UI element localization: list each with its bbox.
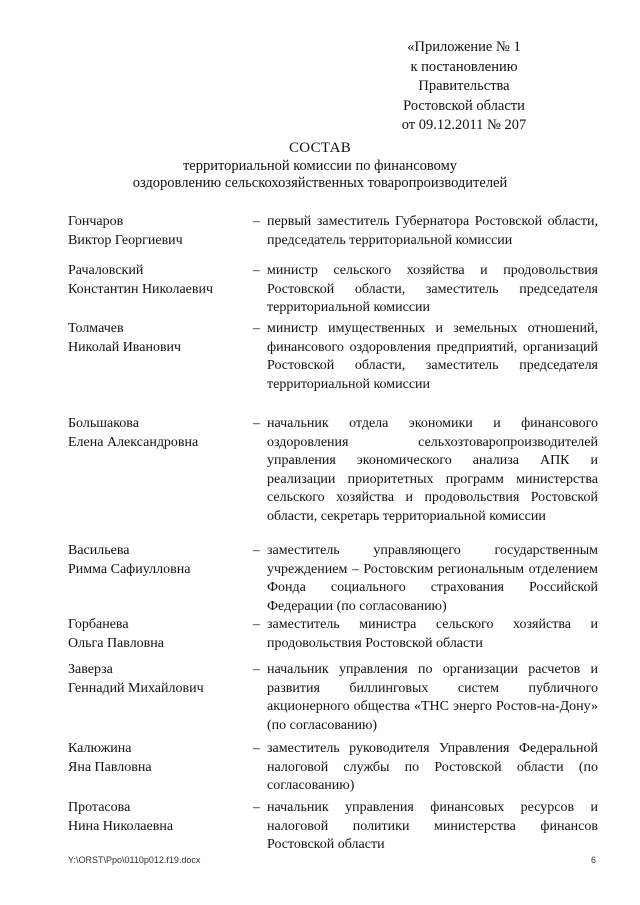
member-given-name: Виктор Георгиевич [68, 232, 183, 248]
member-entry [68, 320, 598, 415]
member-dash: – [253, 321, 260, 336]
member-surname: Толмачев [68, 321, 124, 336]
annex-line: от 09.12.2011 № 207 [401, 117, 527, 134]
member-given-name: Яна Павловна [68, 759, 152, 775]
member-dash: – [253, 800, 260, 815]
member-entry [68, 799, 598, 859]
member-surname: Большакова [68, 416, 139, 431]
member-surname: Горбанева [68, 617, 129, 632]
document-title: СОСТАВ [288, 140, 352, 156]
member-role: заместитель управляющего государственным учреждением – Ростовским региональным отделением Фонда социального страхования Российской Федерации (по согласованию) [267, 543, 598, 614]
member-entry [68, 740, 598, 799]
members-list [68, 213, 598, 859]
member-given-name: Римма Сафиулловна [68, 561, 191, 577]
member-given-name: Николай Иванович [68, 339, 182, 355]
member-name [68, 262, 253, 299]
member-surname: Заверза [68, 662, 113, 677]
member-role: заместитель министра сельского хозяйства и продовольствия Ростовской области [267, 617, 598, 651]
member-dash: – [253, 543, 260, 558]
member-entry [68, 415, 598, 542]
member-role: начальник отдела экономики и финансового оздоровления сельхозтоваропроизводителей управления экономического анализа АПК и реализации приоритетных программ министерства сельского хозяйства и продовольствия Ростовской области, секретарь территориальной комиссии [267, 416, 598, 524]
member-given-name: Константин Николаевич [68, 281, 214, 297]
member-given-name: Ольга Павловна [68, 635, 164, 651]
member-role: первый заместитель Губернатора Ростовской области, председатель территориальной комиссии [267, 214, 598, 248]
member-given-name: Нина Николаевна [68, 818, 174, 834]
member-name [68, 799, 253, 836]
member-name [68, 616, 253, 653]
footer-page-number: 6 [590, 855, 596, 865]
member-dash: – [253, 741, 260, 756]
member-entry [68, 262, 598, 320]
member-dash: – [253, 214, 260, 229]
member-role: начальник управления по организации расчетов и развития биллинговых систем публичного акционерного общества «ТНС энерго Ростов-на-Дону» (по согласованию) [267, 662, 598, 733]
member-role: начальник управления финансовых ресурсов и налоговой политики министерства финансов Ростовской области [267, 800, 598, 853]
annex-line: Ростовской области [403, 97, 525, 114]
member-surname: Рачаловский [68, 263, 144, 278]
member-dash: – [253, 617, 260, 632]
member-surname: Калюжина [68, 741, 132, 756]
document-subtitle-line: территориальной комиссии по финансовому [182, 158, 458, 174]
member-name [68, 415, 253, 452]
member-entry [68, 213, 598, 262]
footer-file-path: Y:\ORST\Ppo\0110p012.f19.docx [68, 855, 201, 865]
member-name [68, 542, 253, 579]
member-role: заместитель руководителя Управления Федеральной налоговой службы по Ростовской области (по согласованию) [267, 741, 598, 794]
member-surname: Гончаров [68, 214, 124, 229]
member-entry [68, 542, 598, 616]
member-given-name: Елена Александровна [68, 434, 199, 450]
document-heading [0, 139, 640, 192]
member-dash: – [253, 263, 260, 278]
member-name [68, 661, 253, 698]
annex-header [364, 38, 564, 136]
annex-line: к постановлению [410, 58, 518, 75]
member-surname: Протасова [68, 800, 131, 815]
member-name [68, 213, 253, 250]
member-dash: – [253, 662, 260, 677]
member-role: министр имущественных и земельных отношений, финансового оздоровления предприятий, организаций Ростовской области, заместитель председателя территориальной комиссии [267, 321, 598, 392]
annex-line: Правительства [418, 78, 510, 95]
member-role: министр сельского хозяйства и продовольствия Ростовской области, заместитель председателя территориальной комиссии [267, 263, 598, 316]
member-name [68, 320, 253, 357]
member-entry [68, 661, 598, 740]
document-subtitle-line: оздоровлению сельскохозяйственных товаропроизводителей [132, 174, 508, 191]
member-entry [68, 616, 598, 661]
member-dash: – [253, 416, 260, 431]
annex-line: «Приложение № 1 [407, 39, 521, 55]
member-given-name: Геннадий Михайлович [68, 680, 204, 696]
member-surname: Васильева [68, 543, 130, 558]
member-name [68, 740, 253, 777]
